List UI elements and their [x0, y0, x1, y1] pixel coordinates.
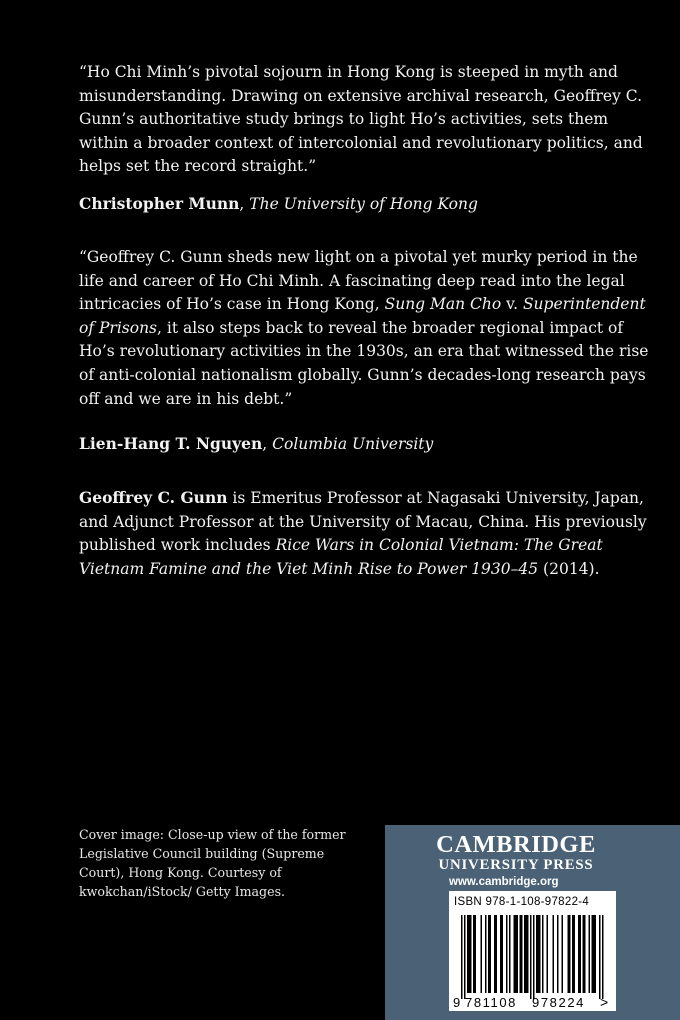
barcode-bar	[469, 915, 471, 993]
publisher-name: CAMBRIDGE	[436, 831, 596, 858]
barcode-bar	[464, 915, 466, 999]
bio-text-a: is Emeritus Professor at Nagasaki University, Japan, and Adjunct Professor at the University of Macau, China. His previously published work includes	[79, 489, 647, 555]
barcode-bar	[520, 915, 522, 993]
barcode-bar	[488, 915, 490, 993]
barcode-bar	[500, 915, 502, 993]
bio-author-name: Geoffrey C. Gunn	[79, 488, 228, 507]
isbn-label: ISBN 978-1-108-97822-4	[454, 896, 590, 908]
barcode-digits-group-2: 978224	[532, 995, 585, 1010]
barcode-bar	[461, 915, 463, 999]
barcode-bar	[533, 915, 535, 999]
barcode-bar	[553, 915, 555, 993]
barcode-bar	[514, 915, 516, 993]
publisher-url[interactable]: www.cambridge.org	[449, 876, 559, 888]
barcode-bar	[515, 915, 517, 993]
barcode-bars	[461, 915, 604, 999]
barcode-bar	[530, 915, 532, 999]
barcode-bar	[539, 915, 541, 993]
barcode-bar	[527, 915, 529, 993]
barcode-bar	[524, 915, 526, 993]
barcode-bar	[517, 915, 519, 993]
bio-book-title: Rice Wars in Colonial Vietnam: The Great Vietnam Famine and the Viet Minh Rise to Power 1930–45	[79, 536, 603, 578]
barcode-bar	[602, 915, 604, 999]
publisher-press: UNIVERSITY PRESS	[438, 857, 594, 873]
blurb-2-case-party-1: Sung Man Cho	[384, 295, 502, 314]
barcode-bar	[473, 915, 475, 993]
barcode-bar	[595, 915, 597, 993]
barcode-bar	[475, 915, 477, 993]
barcode-panel	[449, 891, 616, 1011]
barcode-bar	[592, 915, 594, 993]
barcode-bar	[542, 915, 544, 993]
blurb-1-affiliation: The University of Hong Kong	[249, 195, 478, 213]
barcode-bar	[521, 915, 523, 993]
blurb-2-text-a: “Geoffrey C. Gunn sheds new light on a pivotal yet murky period in the life and career of Ho Chi Minh. A fascinating deep read into the legal intricacies of Ho’s case in Hong Kong,	[79, 248, 638, 314]
blurb-2-case-party-2: Superintendent of Prisons	[79, 295, 646, 337]
barcode-bar	[568, 915, 570, 993]
blurb-1-quote: “Ho Chi Minh’s pivotal sojourn in Hong Kong is steeped in myth and misunderstanding. Drawing on extensive archival research, Geoffrey C. Gunn’s authoritative study brings to light Ho’s activities, sets them within a broader context of intercolonial and revolutionary politics, and helps set the record straight.”	[79, 63, 643, 176]
barcode-arrow: >	[600, 994, 609, 1010]
barcode-bar	[593, 915, 595, 993]
barcode-bar	[470, 915, 472, 993]
blurb-2-author: Lien-Hang T. Nguyen	[79, 434, 263, 453]
barcode-bar	[506, 915, 508, 993]
barcode	[449, 891, 616, 1011]
blurb-1-attribution: Christopher Munn, The University of Hong Kong	[79, 194, 478, 213]
barcode-bar	[502, 915, 504, 993]
barcode-bar	[584, 915, 586, 993]
blurb-1-author: Christopher Munn	[79, 194, 240, 213]
barcode-bar	[467, 915, 469, 993]
barcode-bar	[509, 915, 511, 993]
barcode-bar	[569, 915, 571, 993]
barcode-bar	[599, 915, 601, 999]
barcode-bar	[574, 915, 576, 993]
barcode-bar	[583, 915, 585, 993]
barcode-bar	[481, 915, 483, 993]
barcode-bar	[494, 915, 496, 993]
author-bio	[79, 486, 649, 581]
barcode-bar	[562, 915, 564, 993]
barcode-bar	[526, 915, 528, 993]
barcode-bar	[572, 915, 574, 993]
blurb-2-quote	[79, 246, 649, 411]
barcode-bar	[557, 915, 559, 993]
blurb-2-affiliation: Columbia University	[272, 435, 434, 453]
blurb-2-case-v: v.	[501, 295, 523, 314]
blurb-2-attribution: Lien-Hang T. Nguyen, Columbia University	[79, 434, 434, 453]
barcode-bar	[580, 915, 582, 993]
barcode-bar	[589, 915, 591, 993]
bio-text-b: (2014).	[538, 559, 600, 578]
barcode-bar	[490, 915, 492, 993]
barcode-bar	[547, 915, 549, 993]
blurb-2-text-b: , it also steps back to reveal the broader regional impact of Ho’s revolutionary activities in the 1930s, an era that witnessed the rise of anti-colonial nationalism globally. Gunn’s decades-long research pays off and we are in his debt.”	[79, 318, 649, 408]
barcode-bar	[578, 915, 580, 993]
cover-image-credit: Cover image: Close-up view of the former Legislative Council building (Supreme Court), Hong Kong. Courtesy of kwokchan/iStock/ Getty Images.	[79, 827, 346, 899]
barcode-bar	[538, 915, 540, 993]
barcode-digits-group-1: 781108	[465, 995, 518, 1010]
barcode-bar	[536, 915, 538, 993]
barcode-digit-first: 9	[453, 995, 461, 1010]
barcode-bar	[485, 915, 487, 993]
barcode-bar	[496, 915, 498, 993]
